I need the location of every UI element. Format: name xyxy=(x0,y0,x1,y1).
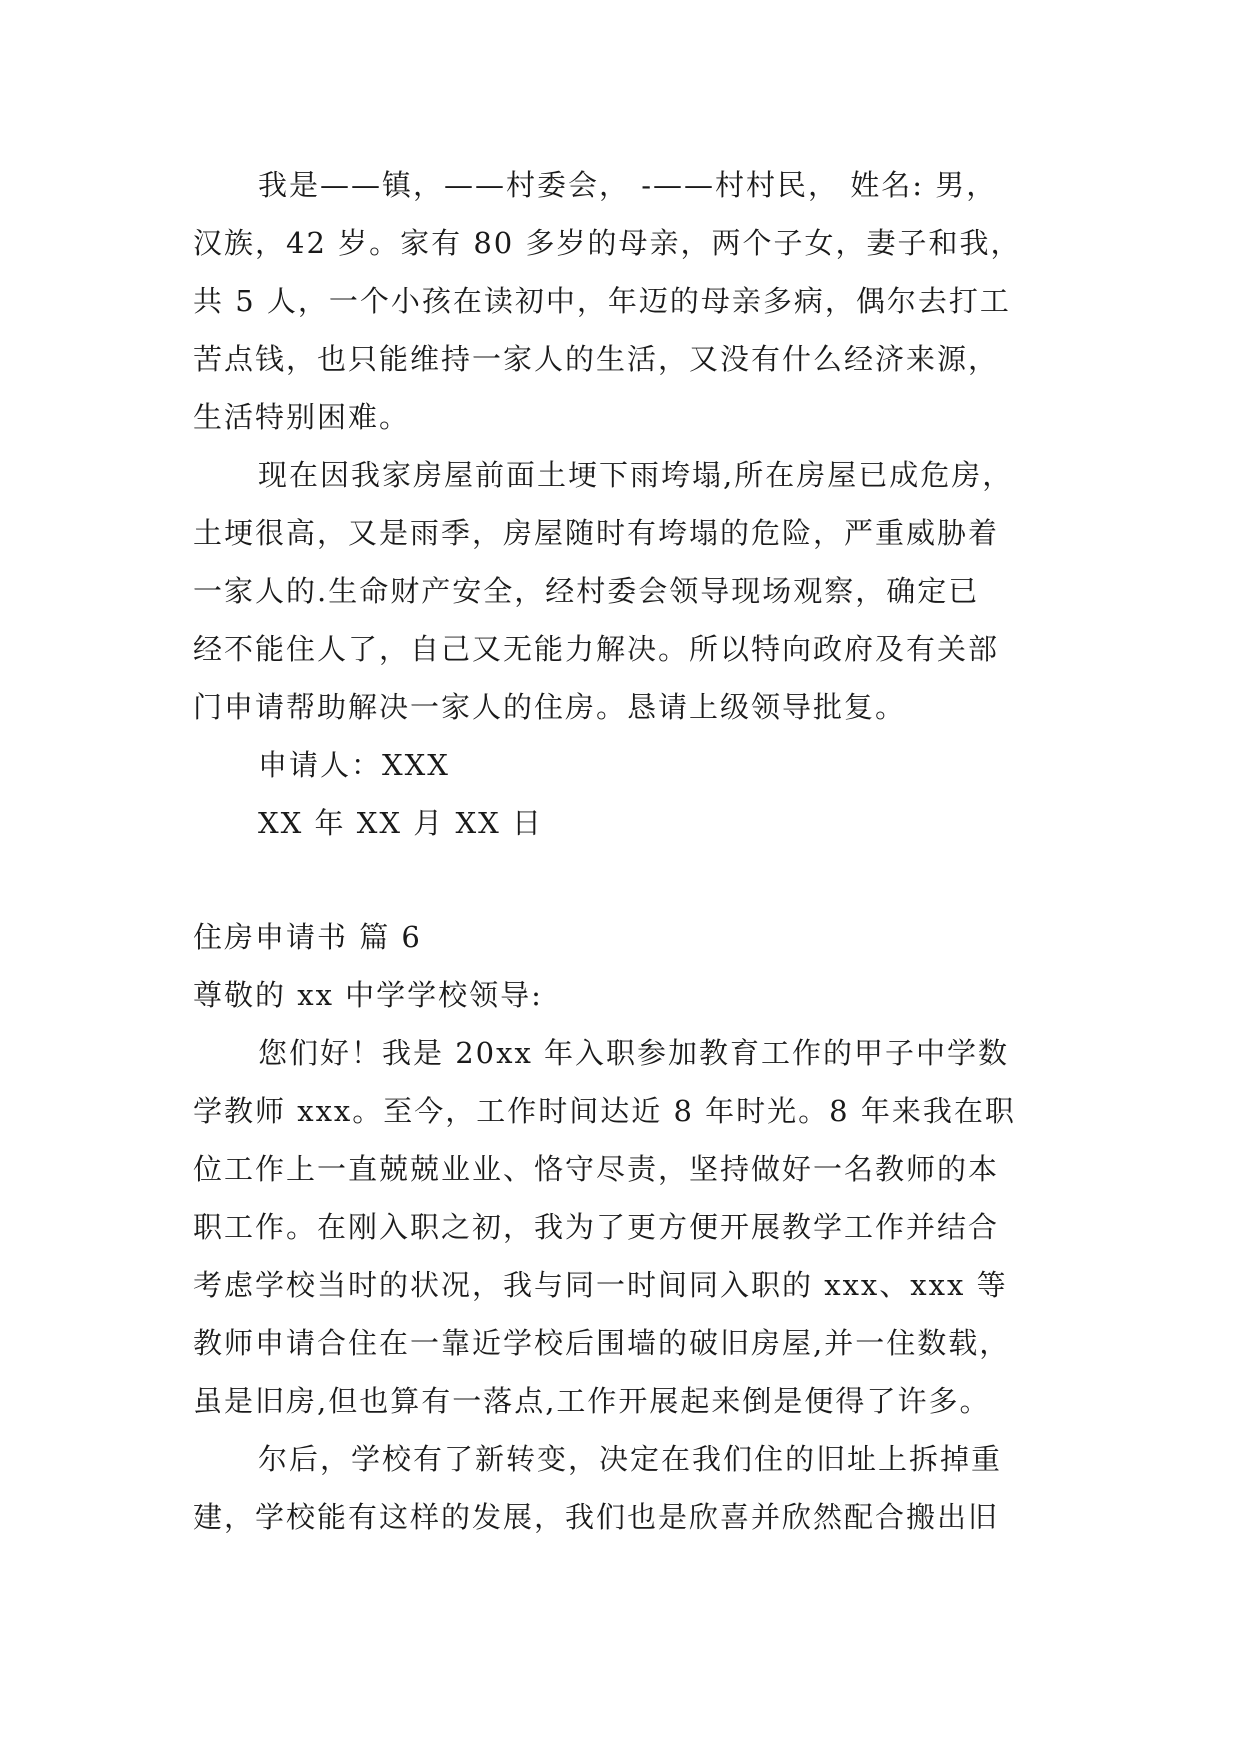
s5-p2-line-5: 门申请帮助解决一家人的住房。恳请上级领导批复。 xyxy=(193,690,907,724)
s5-p1-line-1: 我是——镇，——村委会， -——村村民， 姓名: 男， xyxy=(258,168,998,202)
s5-p2-line-4: 经不能住人了，自己又无能力解决。所以特向政府及有关部 xyxy=(193,632,1000,666)
s5-p2-line-1: 现在因我家房屋前面土埂下雨垮塌,所在房屋已成危房， xyxy=(258,458,1014,492)
s5-p2-line-3: 一家人的.生命财产安全，经村委会领导现场观察，确定已 xyxy=(193,574,980,608)
s6-p1-line-7: 虽是旧房,但也算有一落点,工作开展起来倒是便得了许多。 xyxy=(193,1384,991,1418)
s5-p1-line-2: 汉族，42 岁。家有 80 多岁的母亲，两个子女，妻子和我， xyxy=(193,226,1022,260)
s6-p1-line-1: 您们好！我是 20xx 年入职参加教育工作的甲子中学数 xyxy=(258,1036,1010,1070)
applicant-line: 申请人：XXX xyxy=(258,748,450,782)
s5-p1-line-4: 苦点钱，也只能维持一家人的生活，又没有什么经济来源， xyxy=(193,342,1000,376)
section-title: 住房申请书 篇 6 xyxy=(193,920,422,954)
s5-p1-line-5: 生活特别困难。 xyxy=(193,400,411,434)
s6-p1-line-6: 教师申请合住在一靠近学校后围墙的破旧房屋,并一住数载， xyxy=(193,1326,1011,1360)
s6-p1-line-2: 学教师 xxx。至今，工作时间达近 8 年时光。8 年来我在职 xyxy=(193,1094,1016,1128)
date-line: XX 年 XX 月 XX 日 xyxy=(258,806,543,840)
s5-p2-line-2: 土埂很高，又是雨季，房屋随时有垮塌的危险，严重威胁着 xyxy=(193,516,1000,550)
s6-p1-line-5: 考虑学校当时的状况，我与同一时间同入职的 xxx、xxx 等 xyxy=(193,1268,1008,1302)
s6-p2-line-1: 尔后，学校有了新转变，决定在我们住的旧址上拆掉重 xyxy=(258,1442,1003,1476)
s6-p1-line-4: 职工作。在刚入职之初，我为了更方便开展教学工作并结合 xyxy=(193,1210,1000,1244)
s6-p2-line-2: 建，学校能有这样的发展，我们也是欣喜并欣然配合搬出旧 xyxy=(193,1500,1000,1534)
salutation: 尊敬的 xx 中学学校领导: xyxy=(193,978,543,1012)
s6-p1-line-3: 位工作上一直兢兢业业、恪守尽责，坚持做好一名教师的本 xyxy=(193,1152,1000,1186)
s5-p1-line-3: 共 5 人，一个小孩在读初中，年迈的母亲多病，偶尔去打工 xyxy=(193,284,1011,318)
